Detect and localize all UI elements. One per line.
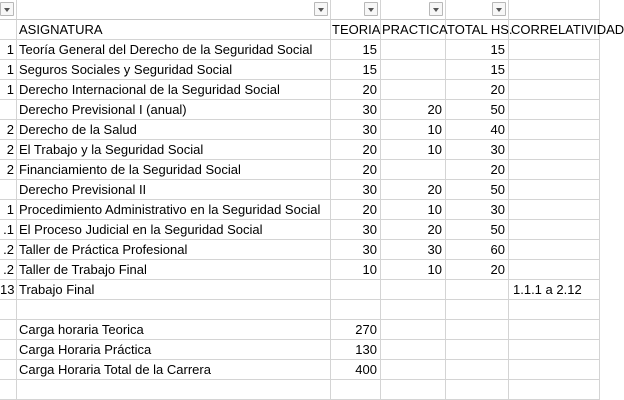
table-row	[0, 240, 600, 260]
row-asignatura-cell[interactable]: Derecho de la Salud	[17, 120, 331, 140]
row-correlatividad-cell[interactable]	[509, 200, 600, 220]
filter-cell[interactable]	[381, 0, 446, 20]
row-practica-cell[interactable]: 20	[381, 180, 446, 200]
row-correlatividad-cell[interactable]	[509, 60, 600, 80]
row-total-cell[interactable]	[446, 340, 509, 360]
row-correlatividad-cell[interactable]	[509, 300, 600, 320]
row-asignatura-cell[interactable]: Teoría General del Derecho de la Seguridad Social	[17, 40, 331, 60]
row-code-cell[interactable]: 2	[0, 120, 17, 140]
table-row	[0, 180, 600, 200]
row-code-cell[interactable]	[0, 300, 17, 320]
row-teoria-cell[interactable]: 20	[331, 140, 381, 160]
row-total-cell[interactable]: 20	[446, 260, 509, 280]
row-correlatividad-cell[interactable]	[509, 160, 600, 180]
row-correlatividad-cell[interactable]	[509, 220, 600, 240]
row-total-cell[interactable]	[446, 380, 509, 400]
asignatura-header[interactable]: ASIGNATURA	[17, 20, 331, 40]
table-row	[0, 280, 600, 300]
table-row	[0, 380, 600, 400]
filter-cell[interactable]	[17, 0, 331, 20]
row-practica-cell[interactable]	[381, 340, 446, 360]
row-asignatura-cell[interactable]: Carga Horaria Total de la Carrera	[17, 360, 331, 380]
row-code-cell[interactable]: .2	[0, 240, 17, 260]
row-total-cell[interactable]: 50	[446, 220, 509, 240]
row-asignatura-cell[interactable]	[17, 300, 331, 320]
row-teoria-cell[interactable]: 20	[331, 200, 381, 220]
table-row	[0, 220, 600, 240]
row-teoria-cell[interactable]: 130	[331, 340, 381, 360]
row-code-cell[interactable]: .1	[0, 220, 17, 240]
row-total-cell[interactable]	[446, 360, 509, 380]
row-teoria-cell[interactable]: 10	[331, 260, 381, 280]
row-correlatividad-cell[interactable]	[509, 340, 600, 360]
row-practica-cell[interactable]	[381, 280, 446, 300]
row-teoria-cell[interactable]: 15	[331, 60, 381, 80]
row-correlatividad-cell[interactable]	[509, 360, 600, 380]
table-row	[0, 140, 600, 160]
row-total-cell[interactable]	[446, 320, 509, 340]
table-row	[0, 320, 600, 340]
row-code-cell[interactable]: 1	[0, 80, 17, 100]
row-teoria-cell[interactable]: 30	[331, 220, 381, 240]
row-teoria-cell[interactable]: 30	[331, 100, 381, 120]
row-asignatura-cell[interactable]: El Trabajo y la Seguridad Social	[17, 140, 331, 160]
row-correlatividad-cell[interactable]	[509, 180, 600, 200]
table-row	[0, 80, 600, 100]
row-code-cell[interactable]	[0, 320, 17, 340]
row-total-cell[interactable]: 50	[446, 100, 509, 120]
table-row	[0, 100, 600, 120]
row-code-cell[interactable]	[0, 100, 17, 120]
row-asignatura-cell[interactable]: Carga Horaria Práctica	[17, 340, 331, 360]
row-asignatura-cell[interactable]	[17, 380, 331, 400]
filter-cell[interactable]	[331, 0, 381, 20]
row-asignatura-cell[interactable]: Derecho Previsional II	[17, 180, 331, 200]
row-teoria-cell[interactable]: 30	[331, 120, 381, 140]
row-code-cell[interactable]: 13	[0, 280, 17, 300]
row-code-cell[interactable]: 2	[0, 140, 17, 160]
row-teoria-cell[interactable]	[331, 280, 381, 300]
row-correlatividad-cell[interactable]	[509, 140, 600, 160]
row-practica-cell[interactable]: 10	[381, 140, 446, 160]
row-total-cell[interactable]: 15	[446, 40, 509, 60]
filter-cell[interactable]	[509, 0, 600, 20]
row-teoria-cell[interactable]	[331, 380, 381, 400]
row-practica-cell[interactable]: 10	[381, 200, 446, 220]
table-row	[0, 200, 600, 220]
row-teoria-cell[interactable]: 15	[331, 40, 381, 60]
row-asignatura-cell[interactable]: Taller de Práctica Profesional	[17, 240, 331, 260]
row-code-cell[interactable]: 1	[0, 40, 17, 60]
row-total-cell[interactable]: 30	[446, 200, 509, 220]
row-correlatividad-cell[interactable]	[509, 260, 600, 280]
filter-dropdown-icon[interactable]	[429, 2, 443, 16]
row-practica-cell[interactable]: 10	[381, 260, 446, 280]
filter-dropdown-icon[interactable]	[0, 2, 14, 16]
row-correlatividad-cell[interactable]	[509, 240, 600, 260]
row-code-cell[interactable]	[0, 340, 17, 360]
row-total-cell[interactable]: 20	[446, 80, 509, 100]
row-total-cell[interactable]	[446, 280, 509, 300]
header-row	[0, 20, 624, 40]
row-total-cell[interactable]	[446, 300, 509, 320]
row-code-cell[interactable]	[0, 360, 17, 380]
row-asignatura-cell[interactable]: Taller de Trabajo Final	[17, 260, 331, 280]
row-total-cell[interactable]: 30	[446, 140, 509, 160]
filter-dropdown-icon[interactable]	[364, 2, 378, 16]
total-header[interactable]: TOTAL HS.	[446, 20, 509, 40]
table-row	[0, 260, 600, 280]
table-row	[0, 40, 600, 60]
row-practica-cell[interactable]	[381, 360, 446, 380]
table-row	[0, 300, 600, 320]
table-row	[0, 60, 600, 80]
row-asignatura-cell[interactable]: Trabajo Final	[17, 280, 331, 300]
table-row	[0, 120, 600, 140]
correlatividad-header[interactable]: CORRELATIVIDAD	[509, 20, 600, 40]
row-total-cell[interactable]: 15	[446, 60, 509, 80]
row-practica-cell[interactable]	[381, 300, 446, 320]
row-practica-cell[interactable]: 20	[381, 220, 446, 240]
row-asignatura-cell[interactable]: Derecho Internacional de la Seguridad Social	[17, 80, 331, 100]
row-code-cell[interactable]	[0, 180, 17, 200]
row-code-cell[interactable]: .2	[0, 260, 17, 280]
filter-dropdown-icon[interactable]	[314, 2, 328, 16]
row-teoria-cell[interactable]: 400	[331, 360, 381, 380]
row-practica-cell[interactable]	[381, 380, 446, 400]
row-code-cell[interactable]: 1	[0, 200, 17, 220]
row-total-cell[interactable]: 20	[446, 160, 509, 180]
filter-dropdown-icon[interactable]	[492, 2, 506, 16]
row-total-cell[interactable]: 60	[446, 240, 509, 260]
row-correlatividad-cell[interactable]	[509, 40, 600, 60]
filter-cell[interactable]	[0, 0, 17, 20]
row-asignatura-cell[interactable]: Carga horaria Teorica	[17, 320, 331, 340]
table-row	[0, 340, 600, 360]
row-teoria-cell[interactable]: 20	[331, 160, 381, 180]
row-practica-cell[interactable]	[381, 40, 446, 60]
row-code-cell[interactable]: 2	[0, 160, 17, 180]
row-correlatividad-cell[interactable]	[509, 100, 600, 120]
row-asignatura-cell[interactable]: Derecho Previsional I (anual)	[17, 100, 331, 120]
row-total-cell[interactable]: 40	[446, 120, 509, 140]
row-teoria-cell[interactable]	[331, 300, 381, 320]
row-total-cell[interactable]: 50	[446, 180, 509, 200]
row-correlatividad-cell[interactable]: 1.1.1 a 2.12	[509, 280, 600, 300]
row-asignatura-cell[interactable]: Procedimiento Administrativo en la Seguridad Social	[17, 200, 331, 220]
row-teoria-cell[interactable]: 20	[331, 80, 381, 100]
row-code-cell[interactable]	[0, 380, 17, 400]
row-teoria-cell[interactable]: 30	[331, 180, 381, 200]
code-header-cell[interactable]	[0, 20, 17, 40]
table-row	[0, 360, 600, 380]
row-practica-cell[interactable]: 10	[381, 120, 446, 140]
row-correlatividad-cell[interactable]	[509, 80, 600, 100]
filter-cell[interactable]	[446, 0, 509, 20]
row-practica-cell[interactable]: 30	[381, 240, 446, 260]
row-practica-cell[interactable]	[381, 320, 446, 340]
row-asignatura-cell[interactable]: Seguros Sociales y Seguridad Social	[17, 60, 331, 80]
row-code-cell[interactable]: 1	[0, 60, 17, 80]
row-correlatividad-cell[interactable]	[509, 380, 600, 400]
row-asignatura-cell[interactable]: Financiamiento de la Seguridad Social	[17, 160, 331, 180]
row-asignatura-cell[interactable]: El Proceso Judicial en la Seguridad Social	[17, 220, 331, 240]
row-correlatividad-cell[interactable]	[509, 120, 600, 140]
row-practica-cell[interactable]: 20	[381, 100, 446, 120]
row-practica-cell[interactable]	[381, 160, 446, 180]
row-correlatividad-cell[interactable]	[509, 320, 600, 340]
row-practica-cell[interactable]	[381, 80, 446, 100]
filter-row	[0, 0, 600, 20]
table-row	[0, 160, 600, 180]
teoria-header[interactable]: TEORIA	[331, 20, 381, 40]
practica-header[interactable]: PRACTICA	[381, 20, 446, 40]
row-practica-cell[interactable]	[381, 60, 446, 80]
row-teoria-cell[interactable]: 270	[331, 320, 381, 340]
row-teoria-cell[interactable]: 30	[331, 240, 381, 260]
